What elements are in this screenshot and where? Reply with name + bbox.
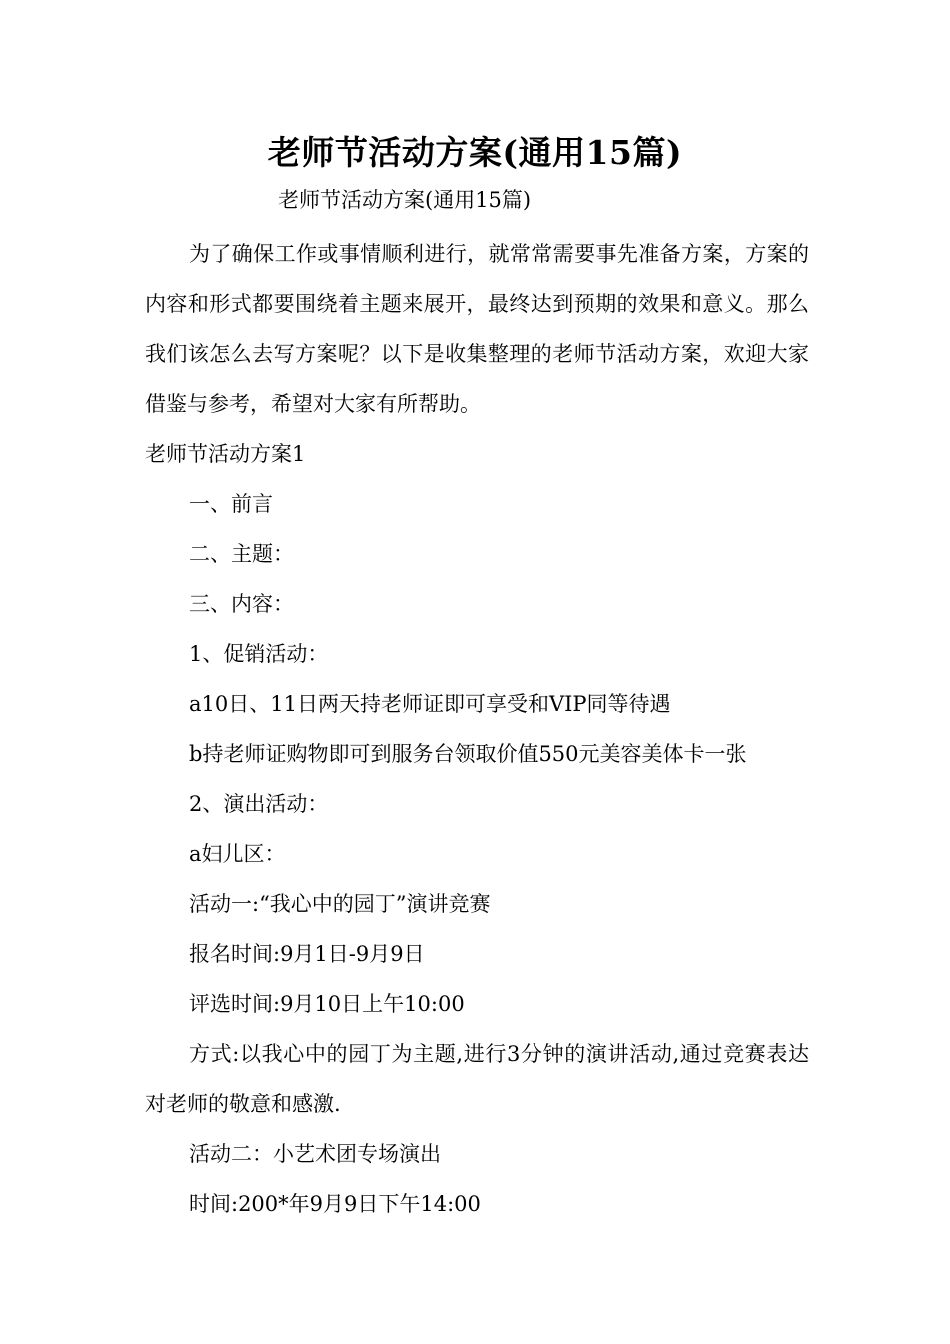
- document-body: [145, 229, 809, 1229]
- outline-line: 二、主题：: [189, 542, 294, 566]
- outline-line: 三、内容：: [189, 592, 294, 616]
- outline-line: 1、促销活动：: [189, 642, 329, 666]
- outline-line: 2、演出活动：: [189, 792, 329, 816]
- intro-paragraph: 为了确保工作或事情顺利进行，就常常需要事先准备方案，方案的内容和形式都要围绕着主题来展开，最终达到预期的效果和意义。那么我们该怎么去写方案呢？以下是收集整理的老师节活动方案，欢迎大家借鉴与参考，希望对大家有所帮助。: [145, 242, 809, 416]
- activity-two-time-line: 时间:200*年9月9日下午14:00: [189, 1192, 481, 1216]
- outline-line: 报名时间:9月1日-9月9日: [189, 942, 425, 966]
- outline-line: 活动一:“我心中的园丁”演讲竞赛: [189, 892, 491, 916]
- activity-two-line: 活动二：小艺术团专场演出: [189, 1142, 441, 1166]
- section-heading: 老师节活动方案1: [145, 442, 306, 466]
- document-title: 老师节活动方案(通用15篇): [267, 133, 683, 172]
- outline-line: a妇儿区：: [189, 842, 286, 866]
- document-subtitle: 老师节活动方案(通用15篇): [278, 188, 532, 212]
- method-paragraph: 方式:以我心中的园丁为主题,进行3分钟的演讲活动,通过竞赛表达对老师的敬意和感激.: [145, 1042, 809, 1116]
- outline-line: b持老师证购物即可到服务台领取价值550元美容美体卡一张: [189, 742, 747, 766]
- outline-line: 一、前言: [189, 492, 273, 516]
- outline-line: 评选时间:9月10日上午10:00: [189, 992, 465, 1016]
- outline-line: a10日、11日两天持老师证即可享受和VIP同等待遇: [189, 692, 671, 716]
